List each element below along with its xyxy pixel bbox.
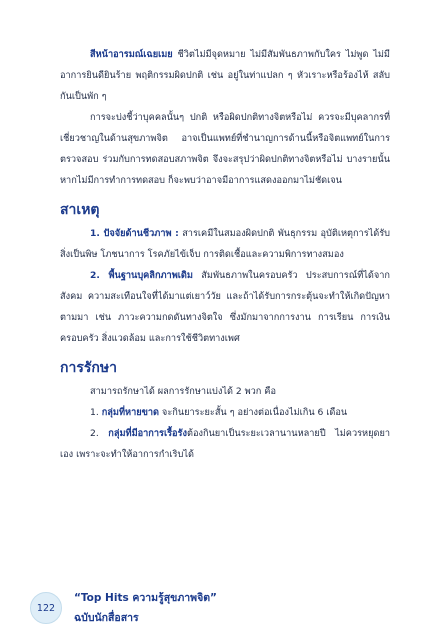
paragraph-text: ชีวิตไม่มีจุดหมาย ไม่มีสัมพันธภาพกับใคร ไม่พูด ไม่มีอาการยินดียินร้าย พฤติกรรมผิดปกติ เช่น อยู่ในท่าแปลก ๆ หัวเราะหรือร้องไห้ สลับกันเป็นพัก ๆ bbox=[60, 49, 390, 102]
treatment-item-2-label: กลุ่มที่มีอาการเรื้อรัง bbox=[108, 428, 187, 439]
cause-item-1-text: สารเคมีในสมองผิดปกติ พันธุกรรม อุบัติเหตุการได้รับสิ่งเป็นพิษ โภชนาการ โรคภัยไข้เจ็บ การติดเชื้อและความพิการทางสมอง bbox=[60, 228, 390, 260]
cause-item-2-text: สัมพันธภาพในครอบครัว ประสบการณ์ที่ได้จากสังคม ความสะเทือนใจที่ได้มาแต่เยาว์วัย และถ้าได้รับการกระตุ้นจะทำให้เกิดปัญหาตามมา เช่น ภาวะความกดดันทางจิตใจ ซึ่งมักมาจากการงาน การเรียน การเงิน ครอบครัว สิ่งแวดล้อม และการใช้ชีวิตทางเพศ bbox=[60, 270, 390, 344]
paragraph-symptoms bbox=[60, 44, 390, 107]
section-heading-causes: สาเหตุ bbox=[60, 202, 100, 218]
treatment-item-2-num: 2. bbox=[90, 428, 99, 439]
book-subtitle: ฉบับนักสื่อสาร bbox=[74, 612, 139, 624]
treatment-intro: สามารถรักษาได้ ผลการรักษาแบ่งได้ 2 พวก คือ bbox=[90, 386, 276, 397]
treatment-item-1-text: จะกินยาระยะสั้น ๆ อย่างต่อเนื่องไม่เกิน 6 เดือน bbox=[159, 407, 348, 418]
cause-item-1 bbox=[60, 223, 390, 265]
document-body bbox=[60, 44, 390, 465]
treatment-item-2-text: ต้องกินยาเป็นระยะเวลานานหลายปี ไม่ควรหยุดยาเอง เพราะจะทำให้อาการกำเริบได้ bbox=[60, 428, 390, 460]
cause-item-2 bbox=[60, 265, 390, 349]
page-number: 122 bbox=[36, 602, 56, 614]
cause-item-2-label: 2. พื้นฐานบุคลิกภาพเดิม bbox=[90, 270, 193, 281]
treatment-item-2 bbox=[60, 423, 390, 465]
treatment-item-1-label: กลุ่มที่หายขาด bbox=[101, 407, 160, 418]
page-number-badge bbox=[30, 592, 62, 624]
cause-item-1-label: 1. ปัจจัยด้านชีวภาพ : bbox=[90, 228, 179, 239]
book-title: “Top Hits ความรู้สุขภาพจิต” bbox=[74, 592, 217, 604]
treatment-item-1 bbox=[60, 402, 390, 423]
page-footer bbox=[30, 588, 270, 628]
treatment-item-1-num: 1. bbox=[90, 407, 99, 418]
highlight-term: สีหน้าอารมณ์เฉยเมย bbox=[90, 49, 173, 60]
paragraph-diagnosis: การจะบ่งชี้ว่าบุคคลนั้นๆ ปกติ หรือผิดปกติทางจิตหรือไม่ ควรจะมีบุคลากรที่เชี่ยวชาญในด้านสุขภาพจิต อาจเป็นแพทย์ที่ชำนาญการด้านนี้หรือจิตแพทย์ในการตรวจสอบ ร่วมกับการทดสอบสภาพจิต จึงจะสรุปว่าผิดปกติทางจิตหรือไม่ บางรายนั้น หากไม่มีการทำการทดสอบ ก็จะพบว่าอาจมีอาการแสดงออกมาไม่ชัดเจน bbox=[60, 112, 390, 186]
section-heading-treatment: การรักษา bbox=[60, 360, 117, 376]
